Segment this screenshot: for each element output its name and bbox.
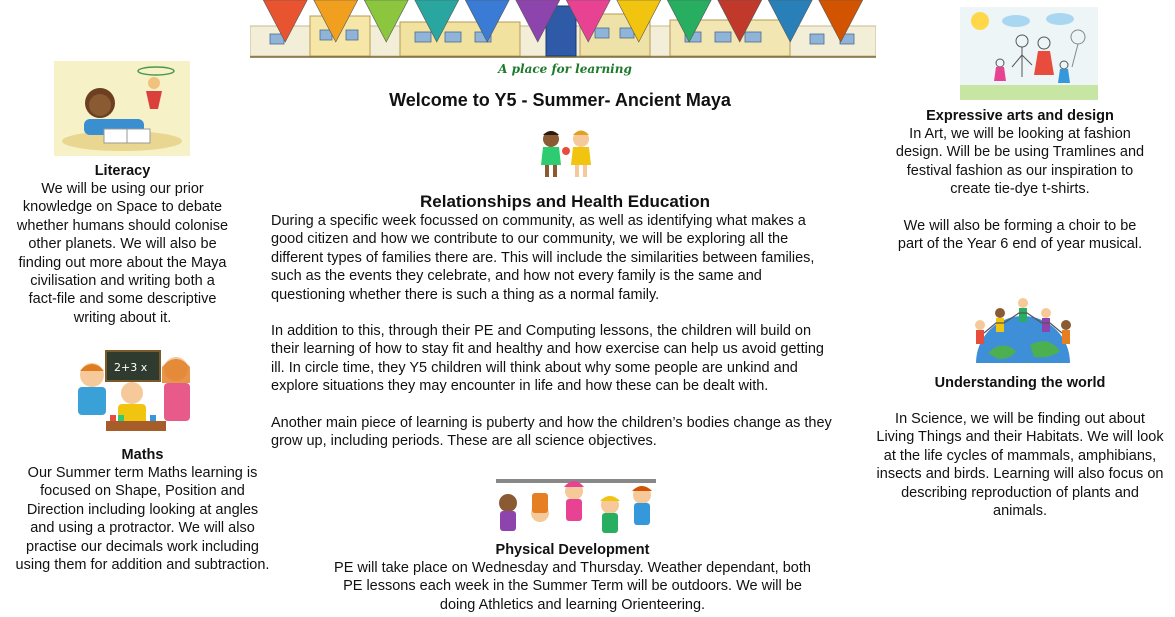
maths-section	[0, 446, 285, 574]
arts-heading: Expressive arts and design	[926, 108, 1114, 124]
pe-line: doing Athletics and learning Orienteering.	[439, 596, 706, 613]
arts-line: festival fashion as our inspiration to	[906, 162, 1134, 179]
arts-line: design. Will be be using Tramlines and	[895, 144, 1145, 161]
maths-image	[66, 349, 200, 439]
arts-section	[860, 107, 1175, 254]
rhe-section	[271, 212, 861, 468]
literacy-line: finding out more about the Maya	[18, 254, 227, 271]
rhe-heading: Relationships and Health Education	[420, 192, 710, 211]
rhe-paragraph: During a specific week focussed on community, as well as identifying what makes a good citizen and how we contribute to our community, we will be exploring all the different types of families there are. This will include the similarities between families, such as the events they celebrate, and how not every family is the same and questioning whether there is such a thing as a normal family.	[271, 213, 815, 303]
literacy-line: other planets. We will also be	[28, 236, 217, 253]
literacy-line: whether humans should colonise	[16, 217, 229, 234]
arts-line: We will also be forming a choir to be	[903, 218, 1137, 235]
maths-line: Our Summer term Maths learning is	[27, 465, 258, 481]
pe-line: PE will take place on Wednesday and Thursday. Weather dependant, both	[334, 560, 811, 576]
arts-line	[860, 199, 1175, 217]
svg-text:2+3 x: 2+3 x	[114, 361, 148, 374]
maths-line: Direction including looking at angles	[26, 501, 259, 518]
arts-line: create tie-dye t-shirts.	[950, 181, 1090, 198]
pe-image	[492, 473, 660, 540]
literacy-line: fact-file and some descriptive	[28, 291, 217, 308]
maths-line: and using a protractor. We will also	[30, 520, 255, 537]
literacy-heading: Literacy	[94, 163, 151, 179]
world-heading: Understanding the world	[934, 375, 1106, 391]
literacy-line: writing about it.	[73, 309, 172, 326]
world-line: insects and birds. Learning will also focus on	[876, 466, 1164, 483]
literacy-line: civilisation and writing both a	[30, 273, 215, 290]
world-line: describing reproduction of plants and	[901, 484, 1139, 501]
world-image	[968, 295, 1078, 363]
literacy-image	[54, 61, 190, 156]
friends-image	[531, 127, 601, 182]
school-tagline: A place for learning	[498, 62, 632, 76]
world-section	[860, 410, 1175, 520]
maths-line: focused on Shape, Position and	[40, 483, 245, 500]
arts-image	[960, 7, 1098, 100]
rhe-paragraph: Another main piece of learning is puberty and how the children’s bodies change as they grow up, including periods. These are all science objectives.	[271, 414, 832, 450]
literacy-line: knowledge on Space to debate	[22, 199, 223, 216]
literacy-line: We will be using our prior	[41, 181, 204, 197]
world-line: In Science, we will be finding out about	[895, 411, 1145, 427]
page-title: Welcome to Y5 - Summer- Ancient Maya	[389, 90, 731, 110]
maths-line: using them for addition and subtraction.	[15, 557, 270, 574]
maths-line: practise our decimals work including	[26, 538, 259, 555]
pe-heading: Physical Development	[495, 542, 650, 558]
maths-heading: Maths	[121, 447, 164, 463]
literacy-section	[0, 162, 245, 327]
world-line: animals.	[993, 503, 1047, 520]
world-line: Living Things and their Habitats. We will look	[876, 429, 1164, 446]
world-line: at the life cycles of mammals, amphibians,	[883, 447, 1157, 464]
rhe-paragraph: In addition to this, through their PE and Computing lessons, the children will build on their learning of how to stay fit and healthy and how exercise can help us avoid getting ill. In circle time, they Y5 children will think about why some people are unkind and explore situations they may encounter in life and how these can be dealt with.	[271, 323, 824, 395]
arts-line: In Art, we will be looking at fashion	[909, 126, 1131, 142]
pe-section	[300, 541, 845, 614]
school-banner-image	[250, 0, 876, 60]
world-heading-block	[860, 374, 1175, 392]
arts-line: part of the Year 6 end of year musical.	[897, 236, 1143, 253]
pe-line: PE lessons each week in the Summer Term will be outdoors. We will be	[343, 578, 802, 595]
